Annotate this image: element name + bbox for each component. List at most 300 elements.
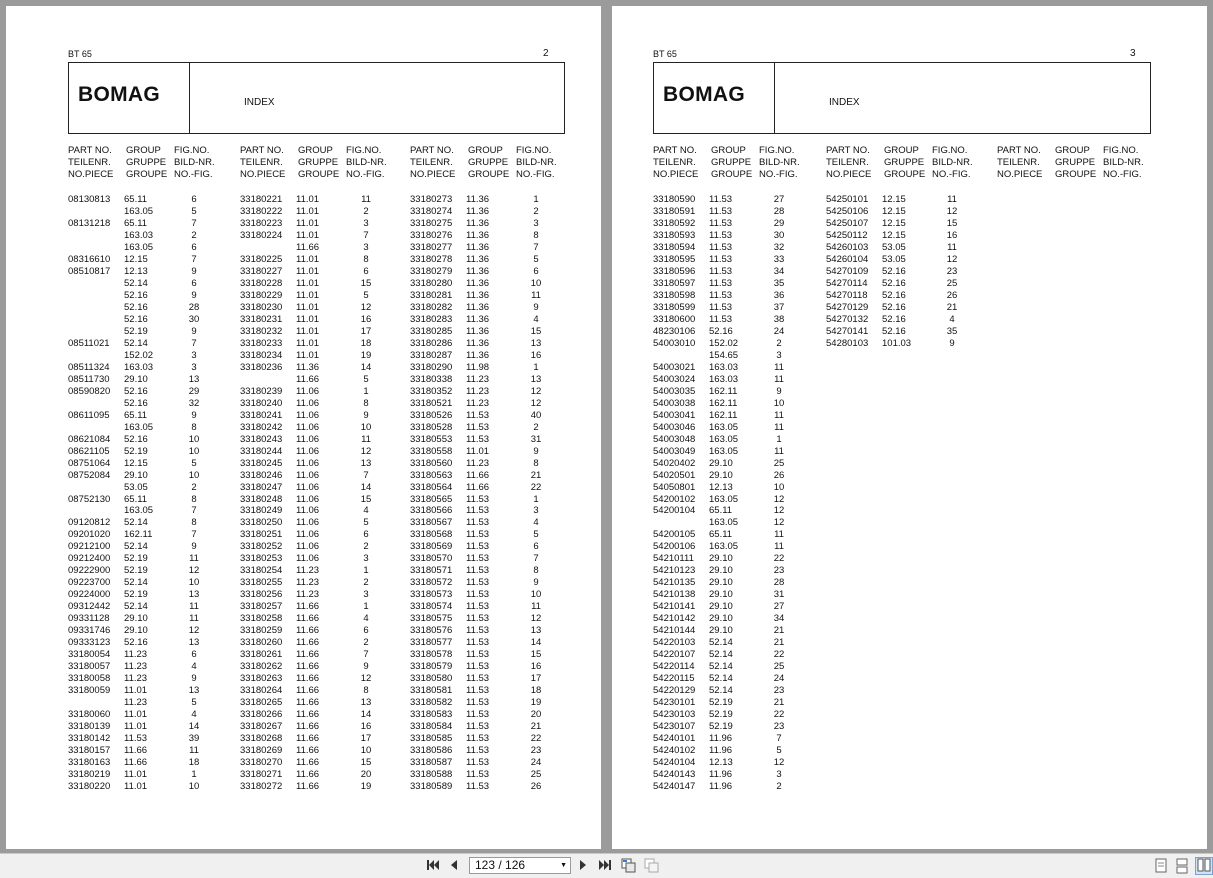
figure-number: 3 [363,241,369,253]
group-number: 11.06 [296,541,320,553]
figure-number: 5 [363,289,369,301]
figure-number: 23 [946,265,958,277]
group-number: 11.06 [296,481,320,493]
figure-number: 18 [188,757,200,769]
figure-number: 8 [363,397,369,409]
figure-number: 39 [188,733,200,745]
group-number: 11.06 [296,517,320,529]
figure-number: 24 [530,757,542,769]
column-header-line: NO.-FIG. [759,169,798,180]
section-title: INDEX [829,97,860,108]
part-number: 54240102 [653,745,696,757]
figure-number: 2 [776,781,782,793]
model-label: BT 65 [653,49,677,59]
figure-number: 5 [191,205,197,217]
group-number: 52.19 [124,553,148,565]
group-number: 162.11 [709,409,738,421]
part-number: 33180274 [410,205,453,217]
column-header-line: TEILENR. [410,157,453,168]
column-header-line: TEILENR. [240,157,283,168]
part-number: 08621084 [68,433,111,445]
figure-number: 7 [363,649,369,661]
figure-number: 22 [530,481,542,493]
part-number: 33180576 [410,625,453,637]
figure-number: 3 [776,349,782,361]
figure-number: 5 [363,517,369,529]
part-number: 09212100 [68,541,111,553]
part-number: 33180223 [240,217,283,229]
group-number: 11.66 [466,481,490,493]
part-number: 08751064 [68,457,111,469]
figure-number: 26 [946,289,958,301]
figure-number: 9 [191,289,197,301]
figure-number: 17 [530,673,542,685]
group-number: 29.10 [709,469,733,481]
group-number: 52.14 [124,601,148,613]
group-number: 11.53 [466,505,490,517]
part-number: 54240104 [653,757,696,769]
page-number-input[interactable] [469,857,571,874]
group-number: 65.11 [124,217,148,229]
figure-number: 34 [773,613,785,625]
figure-number: 6 [191,649,197,661]
group-number: 163.05 [709,517,739,529]
part-number: 33180600 [653,313,696,325]
figure-number: 20 [360,769,372,781]
group-number: 11.23 [466,385,490,397]
figure-number: 37 [773,301,785,313]
figure-number: 9 [533,301,539,313]
figure-number: 21 [530,721,542,733]
part-number: 09331128 [68,613,110,625]
part-number: 33180577 [410,637,453,649]
figure-number: 5 [776,745,782,757]
part-number: 33180564 [410,481,453,493]
part-number: 33180569 [410,541,453,553]
group-number: 11.66 [296,697,320,709]
group-number: 12.15 [124,253,148,265]
next-page-icon[interactable] [575,858,591,874]
group-number: 11.01 [296,277,320,289]
figure-number: 9 [191,409,197,421]
group-number: 11.06 [296,529,320,541]
figure-number: 14 [188,721,200,733]
group-number: 163.05 [124,421,154,433]
figure-number: 21 [946,301,958,313]
part-number: 33180241 [240,409,283,421]
group-number: 12.15 [124,457,148,469]
part-number: 33180246 [240,469,283,481]
group-number: 29.10 [124,373,148,385]
group-number: 11.53 [466,733,490,745]
group-number: 11.01 [124,721,148,733]
group-number: 11.96 [709,781,733,793]
part-number: 08611095 [68,409,110,421]
group-number: 11.36 [296,361,320,373]
figure-number: 12 [530,397,542,409]
column-header-line: NO.-FIG. [932,169,971,180]
group-number: 11.66 [296,721,320,733]
figure-number: 7 [776,733,782,745]
logo-cell [69,63,190,133]
figure-number: 6 [363,265,369,277]
part-number: 33180271 [240,769,283,781]
group-number: 11.06 [296,505,320,517]
part-number: 33180586 [410,745,453,757]
group-number: 11.96 [709,769,733,781]
figure-number: 2 [776,337,782,349]
part-number: 54220107 [653,649,696,661]
group-number: 11.53 [709,289,733,301]
part-number: 33180247 [240,481,283,493]
group-number: 11.36 [466,241,490,253]
part-number: 33180280 [410,277,453,289]
part-number: 33180565 [410,493,453,505]
column-header-line: GROUPE [126,169,168,180]
group-number: 11.01 [124,769,148,781]
column-header-line: FIG.NO. [1103,145,1139,156]
group-number: 11.01 [296,253,320,265]
figure-number: 2 [363,205,369,217]
group-number: 11.53 [124,733,148,745]
group-number: 29.10 [709,589,733,601]
figure-number: 5 [191,697,197,709]
column-header-group [468,145,509,181]
group-number: 163.03 [124,229,154,241]
part-number: 33180599 [653,301,696,313]
part-number: 54003046 [653,421,696,433]
column-header-line: NO.PIECE [240,169,286,180]
figure-number: 19 [360,781,372,793]
group-number: 11.53 [466,553,490,565]
figure-number: 27 [773,601,785,613]
column-header-line: BILD-NR. [759,157,800,168]
part-number: 33180286 [410,337,453,349]
column-header-line: NO.-FIG. [174,169,213,180]
group-number: 11.53 [466,421,490,433]
part-number: 54003010 [653,337,696,349]
figure-number: 23 [773,721,785,733]
figure-number: 12 [946,253,958,265]
part-number: 54240143 [653,769,696,781]
part-number: 54200104 [653,505,696,517]
part-number: 33180277 [410,241,453,253]
part-number: 54260104 [826,253,869,265]
part-number: 33180252 [240,541,283,553]
group-number: 11.53 [466,493,490,505]
group-number: 163.05 [124,205,154,217]
part-number: 33180054 [68,649,111,661]
group-number: 53.05 [124,481,148,493]
column-header-line: BILD-NR. [1103,157,1144,168]
figure-number: 9 [949,337,955,349]
figure-number: 2 [363,637,369,649]
figure-number: 6 [191,194,197,205]
figure-number: 9 [191,265,197,277]
part-number: 54240147 [653,781,696,793]
figure-number: 25 [773,661,785,673]
part-number: 33180268 [240,733,283,745]
part-number: 33180560 [410,457,453,469]
group-number: 52.14 [709,661,733,673]
group-number: 29.10 [709,601,733,613]
column-header-line: PART NO. [653,145,697,156]
figure-number: 25 [530,769,542,781]
column-header-line: NO.-FIG. [346,169,385,180]
figure-number: 1 [533,493,539,505]
figure-number: 15 [530,325,542,337]
group-number: 162.11 [709,397,738,409]
first-page-icon[interactable] [425,858,441,874]
figure-number: 31 [530,433,542,445]
group-number: 52.16 [882,313,906,325]
figure-number: 13 [530,625,542,637]
part-number: 54230107 [653,721,696,733]
fit-page-icon[interactable] [621,858,637,874]
figure-number: 24 [773,673,785,685]
figure-number: 16 [530,661,542,673]
figure-number: 1 [363,385,369,397]
part-number: 33180250 [240,517,283,529]
column-header-line: NO.-FIG. [1103,169,1142,180]
group-number: 11.53 [466,721,490,733]
figure-number: 11 [774,541,784,553]
fit-width-icon[interactable] [644,858,660,874]
part-number: 33180265 [240,697,283,709]
column-header-line: GROUP [1055,145,1090,156]
part-number: 09333123 [68,637,111,649]
figure-number: 2 [191,481,197,493]
group-number: 52.16 [124,637,148,649]
figure-number: 5 [533,253,539,265]
group-number: 11.36 [466,194,490,205]
group-number: 11.01 [124,685,148,697]
group-number: 11.06 [296,445,320,457]
part-number: 08511021 [68,337,110,349]
prev-page-icon[interactable] [446,858,462,874]
figure-number: 10 [188,469,200,481]
group-number: 11.53 [466,433,490,445]
group-number: 11.53 [466,709,490,721]
figure-number: 23 [530,745,542,757]
group-number: 52.19 [124,565,148,577]
figure-number: 11 [361,433,371,445]
group-number: 11.23 [124,661,148,673]
group-number: 52.14 [124,541,148,553]
group-number: 11.53 [466,745,490,757]
part-number: 09223700 [68,577,111,589]
part-number: 33180254 [240,565,283,577]
part-number: 33180231 [240,313,283,325]
figure-number: 3 [533,505,539,517]
group-number: 163.05 [709,493,739,505]
part-number: 54050801 [653,481,696,493]
figure-number: 15 [946,217,958,229]
figure-number: 28 [188,301,200,313]
figure-number: 1 [776,433,782,445]
two-page-icon[interactable] [1195,857,1213,875]
part-number: 33180260 [240,637,283,649]
figure-number: 25 [946,277,958,289]
group-number: 11.66 [296,637,320,649]
figure-number: 8 [363,685,369,697]
group-number: 65.11 [124,409,148,421]
figure-number: 8 [533,229,539,241]
group-number: 162.11 [709,385,738,397]
part-number: 33180232 [240,325,283,337]
part-number: 33180570 [410,553,453,565]
header-box [653,62,1151,134]
column-header-part [68,145,113,181]
group-number: 11.06 [296,493,320,505]
group-number: 11.36 [466,229,490,241]
part-number: 08316610 [68,253,111,265]
part-number: 33180579 [410,661,453,673]
figure-number: 25 [773,457,785,469]
group-number: 154.65 [709,349,739,361]
figure-number: 11 [189,613,199,625]
group-number: 11.53 [466,565,490,577]
figure-number: 9 [191,673,197,685]
column-header-line: PART NO. [240,145,284,156]
figure-number: 7 [191,217,197,229]
figure-number: 22 [773,553,785,565]
group-number: 11.36 [466,265,490,277]
part-number: 54270118 [826,289,868,301]
figure-number: 12 [360,301,372,313]
part-number: 33180566 [410,505,453,517]
figure-number: 10 [188,445,200,457]
part-number: 54003024 [653,373,696,385]
part-number: 33180253 [240,553,283,565]
group-number: 11.53 [466,697,490,709]
column-header-part [410,145,455,181]
group-number: 11.53 [466,601,490,613]
group-number: 11.23 [296,589,320,601]
group-number: 11.01 [296,337,320,349]
part-number: 33180267 [240,721,283,733]
column-header-line: BILD-NR. [516,157,557,168]
figure-number: 15 [360,493,372,505]
part-number: 33180594 [653,241,696,253]
figure-number: 8 [191,517,197,529]
part-number: 33180582 [410,697,453,709]
figure-number: 36 [773,289,785,301]
group-number: 11.66 [296,601,320,613]
part-number: 33180593 [653,229,696,241]
column-header-line: NO.PIECE [653,169,699,180]
column-header-line: PART NO. [997,145,1041,156]
column-header-line: GROUPE [298,169,340,180]
figure-number: 1 [363,601,369,613]
part-number: 33180229 [240,289,283,301]
figure-number: 7 [191,337,197,349]
group-number: 152.02 [124,349,154,361]
part-number: 33180262 [240,661,283,673]
group-number: 11.96 [709,745,733,757]
figure-number: 2 [533,421,539,433]
part-number: 54270114 [826,277,868,289]
group-number: 11.53 [466,769,490,781]
column-header-fig [346,145,387,181]
last-page-icon[interactable] [597,858,613,874]
part-number: 08752130 [68,493,111,505]
figure-number: 3 [191,361,197,373]
column-header-part [240,145,285,181]
group-number: 11.53 [709,301,733,313]
group-number: 163.03 [124,361,154,373]
group-number: 52.14 [124,277,148,289]
brand-logo: BOMAG [663,83,745,106]
part-number: 33180276 [410,229,453,241]
group-number: 52.16 [124,301,148,313]
part-number: 54020501 [653,469,696,481]
part-number: 33180281 [410,289,453,301]
group-number: 11.06 [296,421,320,433]
part-number: 33180278 [410,253,453,265]
part-number: 54210141 [653,601,696,613]
group-number: 163.05 [124,241,154,253]
column-header-line: GROUP [126,145,161,156]
column-header-line: TEILENR. [68,157,111,168]
figure-number: 15 [530,649,542,661]
part-number: 33180224 [240,229,283,241]
part-number: 33180240 [240,397,283,409]
part-number: 54230101 [653,697,696,709]
column-header-group [126,145,167,181]
part-number: 33180287 [410,349,453,361]
continuous-page-icon[interactable] [1174,858,1190,874]
group-number: 11.53 [466,673,490,685]
group-number: 11.06 [296,553,320,565]
part-number: 33180163 [68,757,111,769]
figure-number: 13 [188,589,200,601]
column-header-fig [932,145,973,181]
figure-number: 7 [533,553,539,565]
group-number: 11.66 [466,469,490,481]
part-number: 09312442 [68,601,111,613]
group-number: 29.10 [709,577,733,589]
single-page-icon[interactable] [1153,858,1169,874]
figure-number: 3 [191,349,197,361]
part-number: 08511730 [68,373,110,385]
navigation-toolbar [0,853,1213,878]
figure-number: 26 [773,469,785,481]
figure-number: 23 [773,565,785,577]
group-number: 11.01 [296,217,320,229]
figure-number: 3 [776,769,782,781]
figure-number: 12 [773,757,785,769]
part-number: 33180290 [410,361,453,373]
part-number: 33180269 [240,745,283,757]
figure-number: 11 [531,289,541,301]
part-number: 33180273 [410,194,453,205]
figure-number: 9 [776,385,782,397]
chevron-down-icon[interactable]: ▼ [560,862,567,869]
group-number: 11.66 [296,769,320,781]
group-number: 12.13 [709,481,733,493]
part-number: 33180264 [240,685,283,697]
group-number: 11.01 [296,301,320,313]
part-number: 33180526 [410,409,453,421]
part-number: 33180572 [410,577,453,589]
group-number: 29.10 [709,553,733,565]
group-number: 11.53 [709,313,733,325]
column-header-line: FIG.NO. [932,145,968,156]
logo-cell [654,63,775,133]
group-number: 11.23 [296,565,320,577]
figure-number: 12 [530,385,542,397]
